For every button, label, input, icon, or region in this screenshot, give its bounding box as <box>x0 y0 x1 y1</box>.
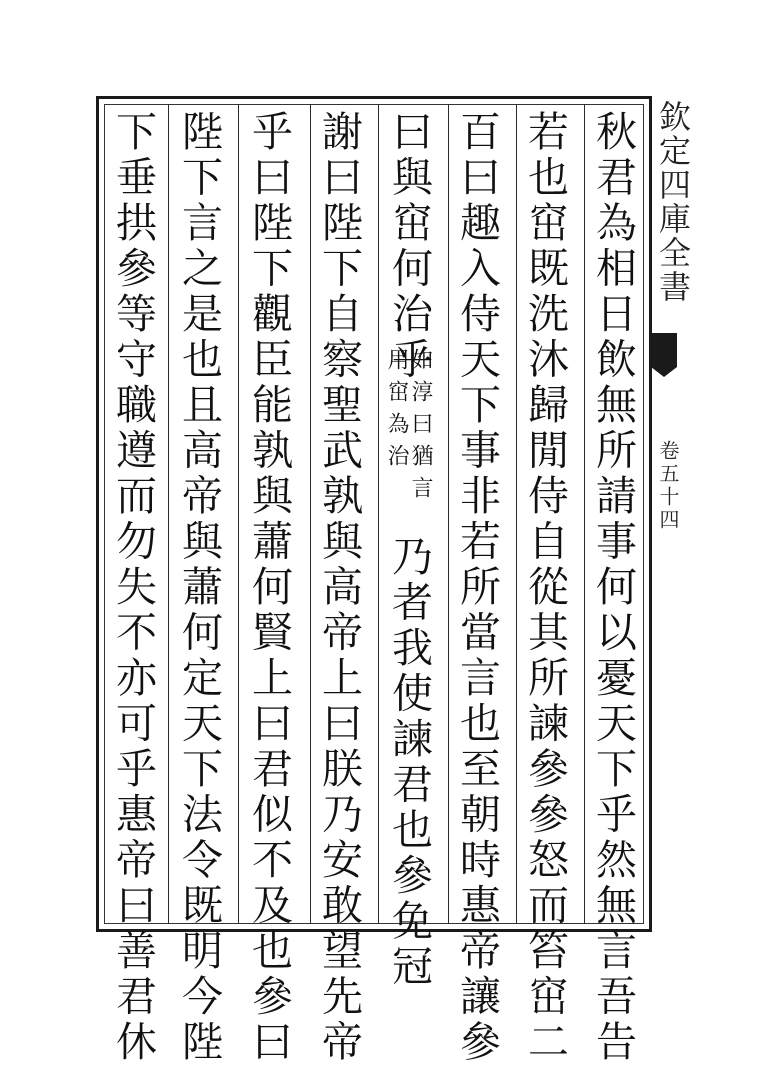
column-rule <box>238 104 239 924</box>
text-column-4-head: 曰與窋何治乎 <box>385 110 433 383</box>
text-column-7: 陛下言之是也且高帝與蕭何定天下法令既明今陛 <box>175 110 223 1066</box>
column-rule <box>168 104 169 924</box>
annotation-line-2: 用窋為治 <box>384 348 409 476</box>
fishtail-mark-icon <box>651 333 677 367</box>
text-column-6: 乎曰陛下觀臣能孰與蕭何賢上曰君似不及也參曰 <box>245 110 293 1066</box>
volume-label: 卷五十四 <box>656 440 680 532</box>
text-column-3: 百曰趣入侍天下事非若所當言也至朝時惠帝讓參 <box>453 110 501 1066</box>
book-title: 欽定四庫全書 <box>654 100 692 304</box>
text-column-4-tail: 乃者我使諫君也參免冠 <box>385 535 433 990</box>
column-rule <box>584 104 585 924</box>
column-rule <box>378 104 379 924</box>
text-column-5: 謝曰陛下自察聖武孰與高帝上曰朕乃安敢望先帝 <box>315 110 363 1066</box>
column-rule <box>310 104 311 924</box>
column-rule <box>448 104 449 924</box>
annotation-line-1: 如淳曰猶言 <box>408 348 433 508</box>
text-column-2: 若也窋既洗沐歸閒侍自從其所諫參參怒而笞窋二 <box>521 110 569 1066</box>
text-column-1: 秋君為相日飲無所請事何以憂天下乎然無言吾告 <box>589 110 637 1066</box>
text-column-8: 下垂拱參等守職遵而勿失不亦可乎惠帝曰善君休 <box>109 110 157 1066</box>
column-rule <box>516 104 517 924</box>
